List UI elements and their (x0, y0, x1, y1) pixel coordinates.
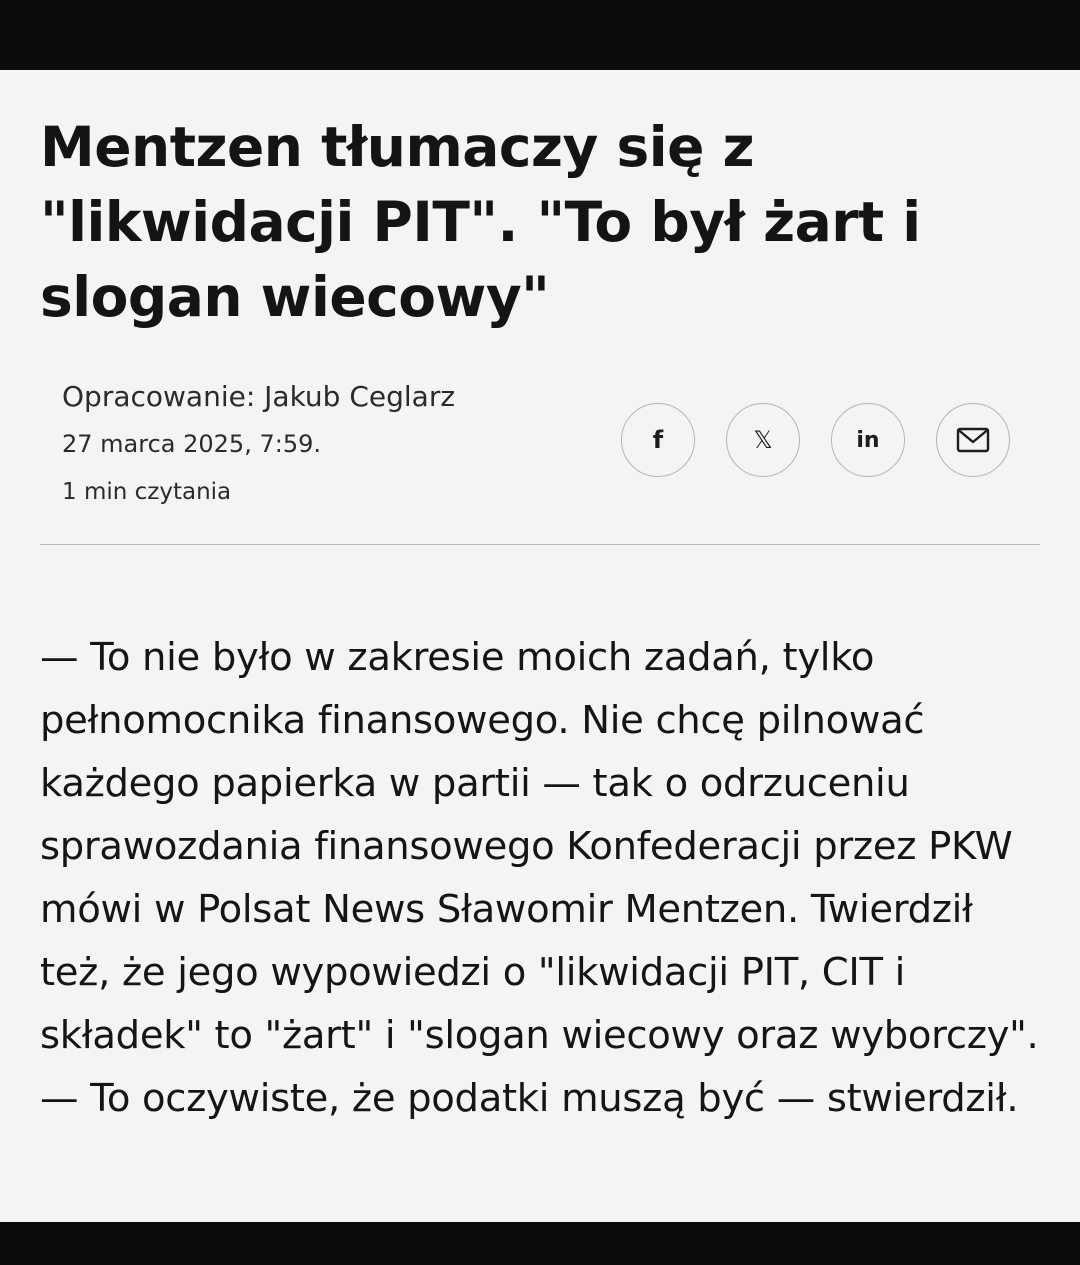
mail-icon (956, 427, 990, 453)
top-frame-bar (0, 0, 1080, 70)
share-facebook-button[interactable] (621, 403, 695, 477)
x-icon: 𝕏 (753, 426, 773, 454)
bottom-frame-bar (0, 1222, 1080, 1265)
article-meta (62, 374, 455, 516)
publish-date: 27 marca 2025, 7:59. (62, 430, 321, 458)
article-headline: Mentzen tłumaczy się z "likwidacji PIT". "To był żart i slogan wiecowy" (40, 115, 921, 329)
article-lead-paragraph: — To nie było w zakresie moich zadań, tylko pełnomocnika finansowego. Nie chcę pilnować każdego papierka w partii — tak o odrzuceniu sprawozdania finansowego Konfederacji przez PKW mówi w Polsat News Sławomir Mentzen. Twierdził też, że jego wypowiedzi o "likwidacji PIT, CIT i składek" to "żart" i "slogan wiecowy oraz wyborczy". — To oczywiste, że podatki muszą być — stwierdził. (40, 635, 1039, 1121)
article-page (0, 70, 1080, 1222)
read-time: 1 min czytania (62, 479, 232, 505)
facebook-icon: f (652, 426, 664, 454)
share-x-button[interactable] (726, 403, 800, 477)
share-email-button[interactable] (936, 403, 1010, 477)
meta-divider (40, 544, 1040, 545)
author-line[interactable]: Opracowanie: Jakub Ceglarz (62, 380, 456, 413)
linkedin-icon: in (856, 427, 880, 453)
share-linkedin-button[interactable] (831, 403, 905, 477)
